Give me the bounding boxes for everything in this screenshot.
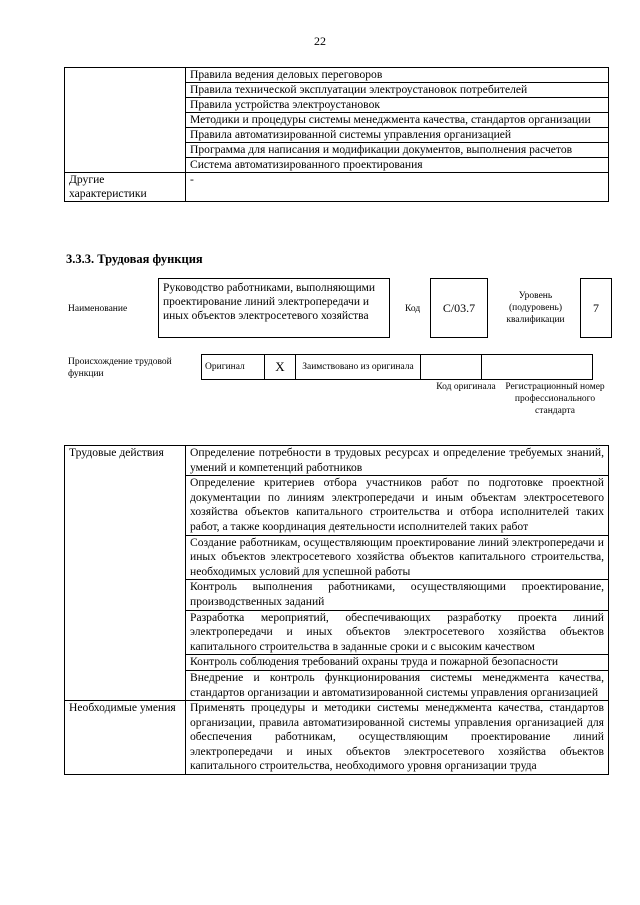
table-row [65,701,609,775]
original-label: Оригинал [202,355,265,380]
reg-number-caption: Регистрационный номер профессионального стандарта [505,382,605,416]
table-cell: Правила технической эксплуатации электроустановок потребителей [186,83,609,98]
page-number: 22 [314,34,326,48]
skill-item: Применять процедуры и методики системы менеджмента качества, стандартов организации, правила автоматизированной системы управления организацией для обеспечения работникам, осуществляющим проектирование линий электропередачи и иных объектов электросетевого хозяйства объектов капитального строительства, необходимого уровня организации труда [186,701,609,775]
table-row [65,173,609,202]
table-cell: Методики и процедуры системы менеджмента качества, стандартов организации [186,113,609,128]
function-code: C/03.7 [430,278,488,338]
action-item: Внедрение и контроль функционирования системы менеджмента качества, стандартов организации и автоматизированной системы управления организацией [186,670,609,700]
table-row [65,446,609,476]
knowledge-table [64,67,609,202]
action-item: Определение критериев отбора участников работ по подготовке проектной документации по линиям электропередачи и иным объектам электросетевого хозяйства объектов капитального строительства и отбора исполнителей таких работ, а также координация деятельности исполнителей таких работ [186,476,609,535]
section-title: 3.3.3. Трудовая функция [66,252,203,266]
borrowed-label: Заимствовано из оригинала [296,355,421,380]
original-mark: X [265,355,296,380]
function-table [64,445,609,775]
origin-label: Происхождение трудовой функции [68,357,172,379]
code-label: Код [405,304,421,314]
other-characteristics-value: - [186,173,609,202]
table-cell: Программа для написания и модификации документов, выполнения расчетов [186,143,609,158]
actions-label: Трудовые действия [65,446,186,701]
qualification-level: 7 [580,278,612,338]
table-row [65,68,609,83]
name-label: Наименование [68,304,128,314]
action-item: Создание работникам, осуществляющим проектирование линий электропередачи и иных объектов электросетевого хозяйства объектов капитального строительства, необходимых условий для успешной работы [186,535,609,580]
code-original-cell [421,355,482,380]
action-item: Разработка мероприятий, обеспечивающих разработку проекта линий электропередачи и иных объектов электросетевого хозяйства объектов капитального строительства в заданные сроки и с высоким качеством [186,610,609,655]
table-row [202,355,593,380]
skills-label: Необходимые умения [65,701,186,775]
origin-table [201,354,593,380]
table-label-cell [65,68,186,173]
code-original-caption: Код оригинала [436,382,496,392]
table-cell: Система автоматизированного проектирования [186,158,609,173]
level-label: Уровень (подуровень) квалификации [506,291,565,325]
reg-number-cell [482,355,593,380]
action-item: Контроль соблюдения требований охраны труда и пожарной безопасности [186,655,609,671]
table-cell: Правила ведения деловых переговоров [186,68,609,83]
other-characteristics-label: Другие характеристики [65,173,186,202]
action-item: Контроль выполнения работниками, осуществляющими проектирование, производственных заданий [186,580,609,610]
action-item: Определение потребности в трудовых ресурсах и определение требуемых знаний, умений и компетенций работников [186,446,609,476]
table-cell: Правила устройства электроустановок [186,98,609,113]
function-name: Руководство работниками, выполняющими проектирование линий электропередачи и иных объектов электросетевого хозяйства [158,278,390,338]
table-cell: Правила автоматизированной системы управления организацией [186,128,609,143]
